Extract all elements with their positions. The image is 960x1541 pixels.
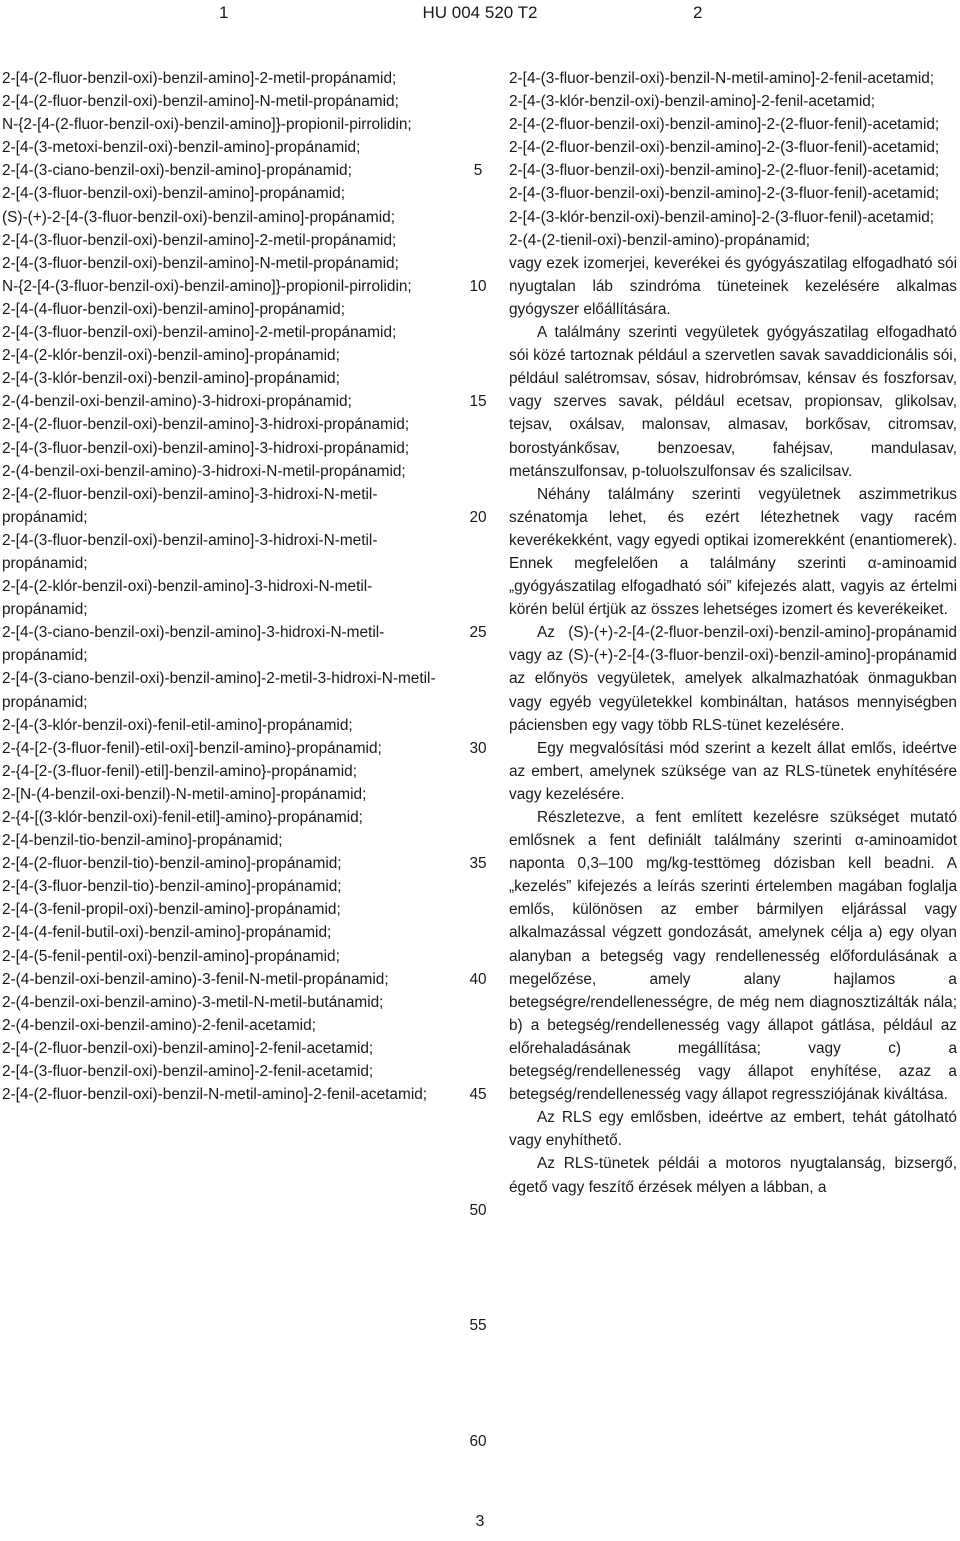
compound-entry: 2-{4-[(3-klór-benzil-oxi)-fenil-etil]-amino}-propánamid; <box>2 809 363 826</box>
compound-entry: 2-[4-(3-ciano-benzil-oxi)-benzil-amino]-propánamid; <box>2 162 352 180</box>
compound-entry: 2-(4-benzil-oxi-benzil-amino)-2-fenil-acetamid; <box>2 1016 316 1034</box>
compound-entry: 2-[4-(2-fluor-benzil-oxi)-benzil-amino]-N-metil-propánamid; <box>2 93 399 111</box>
compound-entry: 2-[4-(2-fluor-benzil-oxi)-benzil-amino]-3-hidroxi-N-metil-propánamid; <box>2 485 378 526</box>
compound-entry: 2-(4-benzil-oxi-benzil-amino)-3-fenil-N-metil-propánamid; <box>2 970 389 988</box>
compound-entry: 2-[4-(3-fluor-benzil-oxi)-benzil-amino]-2-fenil-acetamid; <box>2 1063 374 1081</box>
compound-entry: 2-[4-(2-klór-benzil-oxi)-benzil-amino]-propánamid; <box>2 347 340 365</box>
paragraph: Az RLS egy emlősben, ideértve az embert, tehát gátolható vagy enyhíthető. <box>509 1109 957 1150</box>
left-column <box>2 67 450 1106</box>
line-number: 45 <box>469 1086 487 1104</box>
compound-entry: 2-[4-benzil-tio-benzil-amino]-propánamid; <box>2 832 283 850</box>
left-page-number: 1 <box>219 3 229 22</box>
compound-entry: 2-[4-(4-fluor-benzil-oxi)-benzil-amino]-propánamid; <box>2 300 345 318</box>
compound-entry: 2-[4-(2-fluor-benzil-oxi)-benzil-N-metil-amino]-2-fenil-acetamid; <box>2 1086 428 1104</box>
compound-entry: 2-[4-(4-fenil-butil-oxi)-benzil-amino]-propánamid; <box>2 924 332 942</box>
compound-entry: 2-[4-(2-fluor-benzil-tio)-benzil-amino]-propánamid; <box>2 855 342 873</box>
compound-entry: 2-[4-(3-fluor-benzil-oxi)-benzil-amino]-3-hidroxi-propánamid; <box>2 439 410 457</box>
line-number: 30 <box>469 739 487 757</box>
compound-entry: 2-(4-benzil-oxi-benzil-amino)-3-hidroxi-propánamid; <box>2 393 352 411</box>
description-text <box>509 321 957 1199</box>
compound-entry: (S)-(+)-2-[4-(3-fluor-benzil-oxi)-benzil-amino]-propánamid; <box>2 208 396 226</box>
compound-entry: 2-[4-(3-fluor-benzil-oxi)-benzil-amino]-3-hidroxi-N-metil-propánamid; <box>2 531 378 572</box>
line-number: 5 <box>473 162 483 180</box>
paragraph: Az (S)-(+)-2-[4-(2-fluor-benzil-oxi)-benzil-amino]-propánamid vagy az (S)-(+)-2-[4-(3-fluor-benzil-oxi)-benzil-amino]-propánamid az előnyös vegyületek, amelyek alkalmazhatóak önmagukban vagy egyéb vegyületekkel kombináltan, hatásos mennyiségben páciensben egy vagy több RLS-tünet kezelésére. <box>509 624 957 734</box>
compound-entry: 2-[4-(3-klór-benzil-oxi)-benzil-amino]-propánamid; <box>2 370 340 388</box>
compound-entry: 2-[4-(3-fluor-benzil-oxi)-benzil-amino]-propánamid; <box>2 185 345 203</box>
compound-entry: 2-[4-(3-ciano-benzil-oxi)-benzil-amino]-3-hidroxi-N-metil-propánamid; <box>2 624 385 665</box>
paragraph: Egy megvalósítási mód szerint a kezelt állat emlős, ideértve az embert, amelynek szüksége van az RLS-tünetek enyhítésére vagy kezelésére. <box>509 739 957 803</box>
line-number: 40 <box>469 970 487 988</box>
compound-entry: 2-[4-(3-klór-benzil-oxi)-benzil-amino]-2-(3-fluor-fenil)-acetamid; <box>509 208 935 226</box>
patent-number: HU 004 520 T2 <box>422 3 538 22</box>
compound-entry: 2-[4-(3-fluor-benzil-oxi)-benzil-amino]-N-metil-propánamid; <box>2 254 399 272</box>
paragraph: Néhány találmány szerinti vegyületnek aszimmetrikus szénatomja lehet, és ezért létezhetnek vagy racém keverékekként, vagy egyedi optikai izomerekként (enantiomerek). Ennek megfelelően a találmány szerinti α-aminoamid „gyógyászatilag elfogadható sói” kifejezés alatt, vagyis az értelmi körén belül értjük az összes lehetséges izomert és keverékeiket. <box>509 485 957 619</box>
line-number: 35 <box>469 855 487 873</box>
compound-entry: 2-[4-(3-fluor-benzil-oxi)-benzil-amino]-2-(3-fluor-fenil)-acetamid; <box>509 185 940 203</box>
compound-entry: 2-[4-(3-fluor-benzil-oxi)-benzil-amino]-2-(2-fluor-fenil)-acetamid; <box>509 162 940 180</box>
compound-entry: 2-[4-(5-fenil-pentil-oxi)-benzil-amino]-propánamid; <box>2 947 340 965</box>
line-number: 20 <box>469 508 487 526</box>
compound-entry: 2-[4-(2-klór-benzil-oxi)-benzil-amino]-3-hidroxi-N-metil-propánamid; <box>2 578 373 619</box>
compound-entry: 2-{4-[2-(3-fluor-fenil)-etil-oxi]-benzil-amino}-propánamid; <box>2 739 382 757</box>
compound-entry: 2-[4-(3-metoxi-benzil-oxi)-benzil-amino]-propánamid; <box>2 139 361 157</box>
line-number: 50 <box>469 1201 487 1219</box>
compound-entry: 2-[4-(2-fluor-benzil-oxi)-benzil-amino]-2-metil-propánamid; <box>2 70 397 87</box>
compound-entry: 2-[4-(3-fluor-benzil-oxi)-benzil-N-metil-amino]-2-fenil-acetamid; <box>509 70 935 87</box>
paragraph: A találmány szerinti vegyületek gyógyászatilag elfogadható sói közé tartoznak például a szervetlen savak savaddicionális sói, például salétromsav, sósav, hidrobrómsav, kénsav és foszforsav, vagy szerves savak, például ecetsav, propionsav, glikolsav, tejsav, oxálsav, malonsav, almasav, borkősav, citromsav, borostyánkősav, benzoesav, fahéjsav, mandulasav, metánszulfonsav, p-toluolszulfonsav és szalicilsav. <box>509 324 957 480</box>
compound-entry: N-{2-[4-(3-fluor-benzil-oxi)-benzil-amino]}-propionil-pirrolidin; <box>2 277 412 295</box>
compound-entry: N-{2-[4-(2-fluor-benzil-oxi)-benzil-amino]}-propionil-pirrolidin; <box>2 116 412 134</box>
compound-entry: 2-[4-(3-fluor-benzil-oxi)-benzil-amino]-2-metil-propánamid; <box>2 324 397 342</box>
line-number: 60 <box>469 1432 487 1450</box>
compound-entry: 2-[4-(3-fluor-benzil-oxi)-benzil-amino]-2-metil-propánamid; <box>2 231 397 249</box>
line-number: 55 <box>469 1317 487 1335</box>
compound-entry: 2-[4-(3-fluor-benzil-tio)-benzil-amino]-propánamid; <box>2 878 342 896</box>
compound-entry: 2-[4-(3-klór-benzil-oxi)-fenil-etil-amino]-propánamid; <box>2 716 353 734</box>
line-number: 10 <box>469 277 487 295</box>
compound-entry: 2-{4-[2-(3-fluor-fenil)-etil]-benzil-amino}-propánamid; <box>2 762 357 780</box>
compound-list <box>509 67 957 321</box>
compound-entry: 2-[4-(2-fluor-benzil-oxi)-benzil-amino]-2-(3-fluor-fenil)-acetamid; <box>509 139 940 157</box>
compound-entry: 2-[4-(2-fluor-benzil-oxi)-benzil-amino]-2-(2-fluor-fenil)-acetamid; <box>509 116 940 134</box>
line-number: 15 <box>469 393 487 411</box>
right-page-number: 2 <box>693 3 703 22</box>
compound-entry: 2-(4-(2-tienil-oxi)-benzil-amino)-propánamid; <box>509 231 811 249</box>
compound-entry: 2-[4-(2-fluor-benzil-oxi)-benzil-amino]-2-fenil-acetamid; <box>2 1039 374 1057</box>
line-number: 25 <box>469 624 487 642</box>
compound-entry: 2-(4-benzil-oxi-benzil-amino)-3-hidroxi-N-metil-propánamid; <box>2 462 406 480</box>
page-footer-number: 3 <box>475 1513 485 1530</box>
compound-entry: 2-(4-benzil-oxi-benzil-amino)-3-metil-N-metil-butánamid; <box>2 993 384 1011</box>
compound-entry: 2-[4-(2-fluor-benzil-oxi)-benzil-amino]-3-hidroxi-propánamid; <box>2 416 410 434</box>
compound-entry: 2-[4-(3-ciano-benzil-oxi)-benzil-amino]-2-metil-3-hidroxi-N-metil-propánamid; <box>2 670 436 711</box>
right-column <box>509 67 957 1199</box>
compound-entry: 2-[4-(3-klór-benzil-oxi)-benzil-amino]-2-fenil-acetamid; <box>509 93 876 111</box>
compound-entry: 2-[4-(3-fenil-propil-oxi)-benzil-amino]-propánamid; <box>2 901 341 919</box>
paragraph: Az RLS-tünetek példái a motoros nyugtalanság, bizsergő, égető vagy feszítő érzések mélyen a lábban, a <box>509 1155 957 1196</box>
paragraph: Részletezve, a fent említett kezelésre szükséget mutató emlősnek a fent definiált találmány szerinti α-aminoamidot naponta 0,3–100 mg/kg-testtömeg dózisban kell beadni. A „kezelés” kifejezés a leírás szerinti értelemben magában foglalja emlős, különösen az ember bármilyen eljárással vagy alkalmazással végzett gondozását, amelynek célja a) egy olyan alanyban a betegség vagy rendellenesség előfordulásának a megelőzése, amely alany hajlamos a betegségre/rendellenességre, de még nem diagnosztizálták nála; b) a betegség/rendellenesség vagy állapot gátlása, például az előrehaladásának megállítása; vagy c) a betegség/rendellenesség vagy állapot enyhítése, azaz a betegség/rendellenesség vagy állapot regressziójának kiváltása. <box>509 809 957 1104</box>
compound-entry: vagy ezek izomerjei, keverékei és gyógyászatilag elfogadható sói nyugtalan láb szindróma tüneteinek kezelésére alkalmas gyógyszer előállítására. <box>509 254 957 318</box>
compound-entry: 2-[N-(4-benzil-oxi-benzil)-N-metil-amino]-propánamid; <box>2 785 367 803</box>
